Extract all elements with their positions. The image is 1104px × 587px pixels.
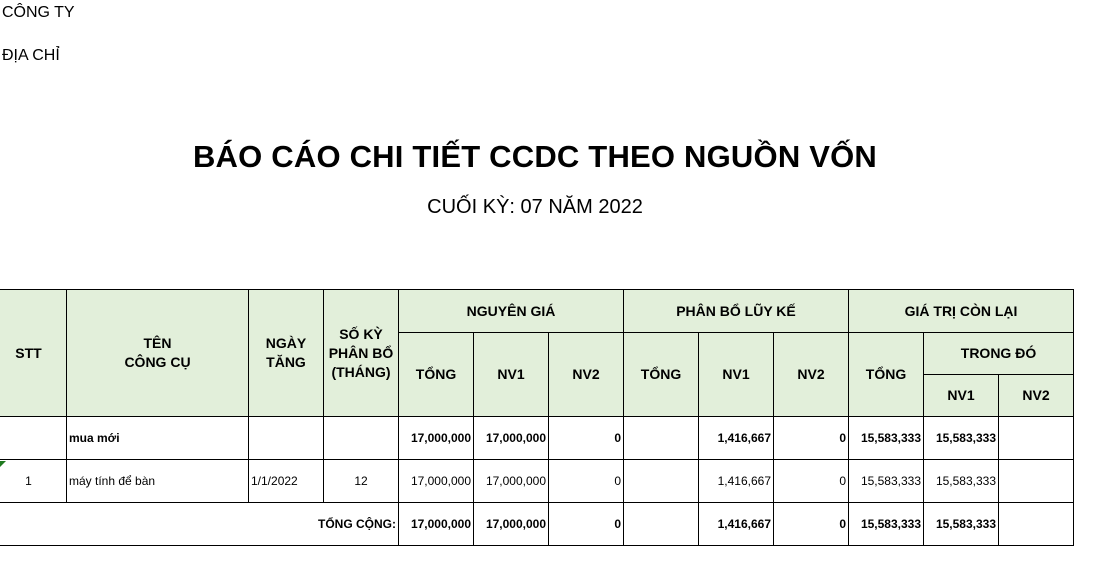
header-alloc-nv1[interactable]: NV1: [699, 333, 774, 417]
cell-cost-nv2[interactable]: 0: [549, 417, 624, 460]
cell-remain-total[interactable]: 15,583,333: [849, 460, 924, 503]
report-table: [0, 289, 1074, 546]
header-date-line2: TĂNG: [266, 354, 306, 370]
total-cost-total[interactable]: 17,000,000: [399, 503, 474, 546]
table-header: [0, 290, 1074, 417]
table-row-group: [0, 417, 1074, 460]
cell-cost-total[interactable]: 17,000,000: [399, 417, 474, 460]
cell-stt[interactable]: [0, 417, 67, 460]
header-alloc-total[interactable]: TỔNG: [624, 333, 699, 417]
header-remain-nv2[interactable]: NV2: [999, 375, 1074, 417]
total-alloc-nv1[interactable]: 1,416,667: [699, 503, 774, 546]
total-alloc-nv2[interactable]: 0: [774, 503, 849, 546]
header-tool-name[interactable]: [67, 290, 249, 417]
report-title: BÁO CÁO CHI TIẾT CCDC THEO NGUỒN VỐN: [192, 139, 878, 174]
cell-comment-marker: [0, 461, 6, 467]
header-of-which[interactable]: TRONG ĐÓ: [924, 333, 1074, 375]
total-remain-nv1[interactable]: 15,583,333: [924, 503, 999, 546]
header-alloc-nv2[interactable]: NV2: [774, 333, 849, 417]
cell-name[interactable]: mua mới: [67, 417, 249, 460]
total-cost-nv1[interactable]: 17,000,000: [474, 503, 549, 546]
address-label: ĐỊA CHỈ: [2, 47, 60, 64]
cell-cost-nv2[interactable]: 0: [549, 460, 624, 503]
header-cost-total[interactable]: TỔNG: [399, 333, 474, 417]
total-remain-nv2[interactable]: [999, 503, 1074, 546]
cell-name[interactable]: máy tính để bàn: [67, 460, 249, 503]
header-cost-nv1[interactable]: NV1: [474, 333, 549, 417]
header-stt[interactable]: STT: [0, 290, 67, 417]
cell-alloc-nv1[interactable]: 1,416,667: [699, 460, 774, 503]
cell-remain-nv1[interactable]: 15,583,333: [924, 417, 999, 460]
cell-cost-total[interactable]: 17,000,000: [399, 460, 474, 503]
total-cost-nv2[interactable]: 0: [549, 503, 624, 546]
header-periods-line1: SỐ KỲ: [339, 325, 383, 342]
header-tool-name-line1: TÊN: [143, 335, 172, 351]
cell-alloc-nv2[interactable]: 0: [774, 460, 849, 503]
header-original-cost[interactable]: NGUYÊN GIÁ: [399, 290, 624, 333]
total-remain-total[interactable]: 15,583,333: [849, 503, 924, 546]
cell-periods[interactable]: 12: [324, 460, 399, 503]
header-remaining-value[interactable]: GIÁ TRỊ CÒN LẠI: [849, 290, 1074, 333]
header-remain-nv1[interactable]: NV1: [924, 375, 999, 417]
total-alloc-total[interactable]: [624, 503, 699, 546]
header-remain-total[interactable]: TỔNG: [849, 333, 924, 417]
cell-cost-nv1[interactable]: 17,000,000: [474, 417, 549, 460]
header-periods-line3: (THÁNG): [331, 363, 391, 380]
header-cost-nv2[interactable]: NV2: [549, 333, 624, 417]
cell-date[interactable]: [249, 417, 324, 460]
header-tool-name-line2: CÔNG CỤ: [124, 354, 191, 370]
header-accumulated-allocation[interactable]: PHÂN BỔ LŨY KẾ: [624, 290, 849, 333]
cell-alloc-nv1[interactable]: 1,416,667: [699, 417, 774, 460]
cell-alloc-total[interactable]: [624, 417, 699, 460]
cell-remain-nv2[interactable]: [999, 460, 1074, 503]
header-allocation-periods[interactable]: [324, 290, 399, 417]
table-row: [0, 460, 1074, 503]
cell-remain-nv1[interactable]: 15,583,333: [924, 460, 999, 503]
cell-remain-nv2[interactable]: [999, 417, 1074, 460]
total-label[interactable]: TỔNG CỘNG:: [0, 503, 399, 546]
cell-alloc-nv2[interactable]: 0: [774, 417, 849, 460]
cell-alloc-total[interactable]: [624, 460, 699, 503]
table-row-total: [0, 503, 1074, 546]
header-date-increased[interactable]: [249, 290, 324, 417]
report-period: CUỐI KỲ: 07 NĂM 2022: [427, 196, 643, 218]
header-periods-line2: PHÂN BỔ: [328, 344, 394, 361]
cell-stt[interactable]: 1: [0, 460, 67, 503]
cell-periods[interactable]: [324, 417, 399, 460]
company-label: CÔNG TY: [2, 4, 75, 21]
cell-remain-total[interactable]: 15,583,333: [849, 417, 924, 460]
cell-cost-nv1[interactable]: 17,000,000: [474, 460, 549, 503]
cell-date[interactable]: 1/1/2022: [249, 460, 324, 503]
header-date-line1: NGÀY: [265, 335, 307, 351]
